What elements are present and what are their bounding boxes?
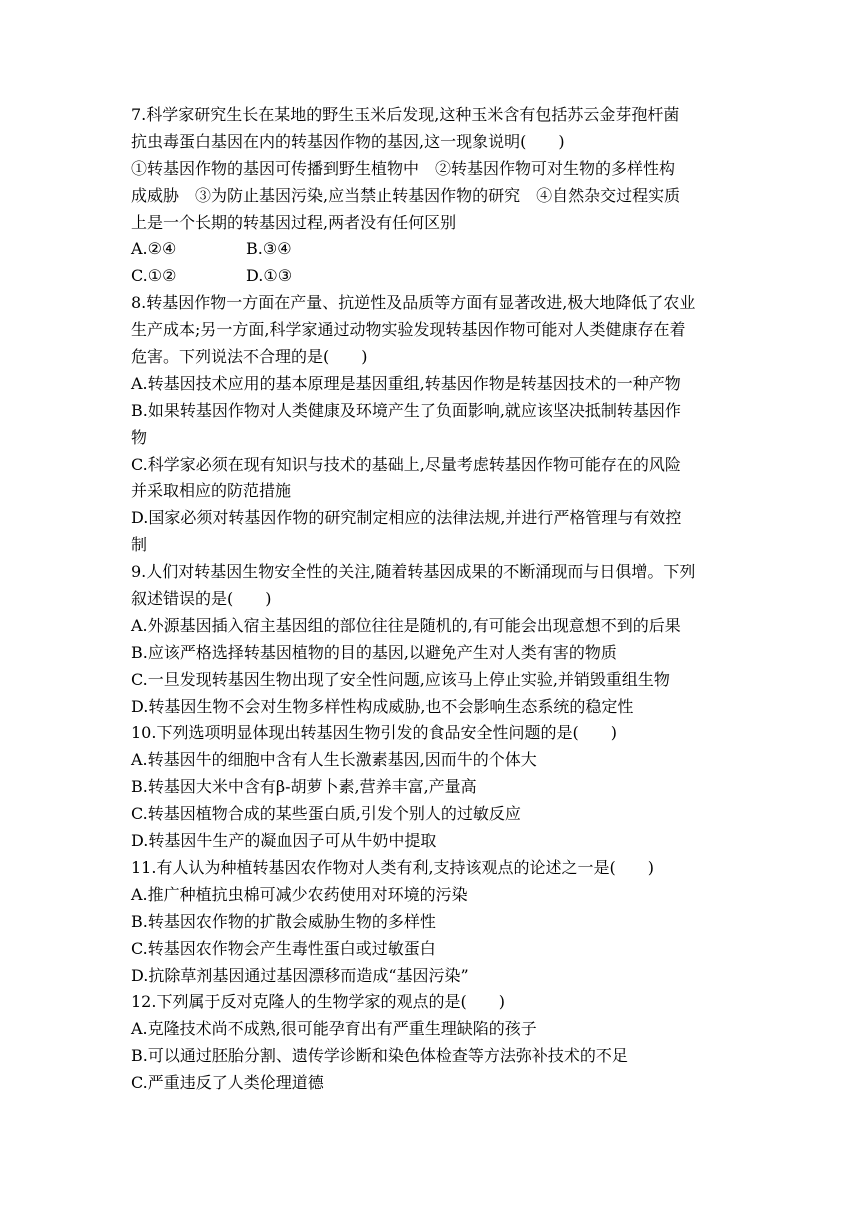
question-stem-line: 危害。下列说法不合理的是( ) <box>131 347 368 367</box>
question-11 <box>131 855 741 989</box>
question-stem-line: 抗虫毒蛋白基因在内的转基因作物的基因,这一现象说明( ) <box>131 131 565 151</box>
option-line: C.科学家必须在现有知识与技术的基础上,尽量考虑转基因作物可能存在的风险 <box>131 454 681 474</box>
option-line: C.转基因植物合成的某些蛋白质,引发个别人的过敏反应 <box>131 804 521 824</box>
question-10 <box>131 720 741 854</box>
option-line: B.转基因大米中含有β-胡萝卜素,营养丰富,产量高 <box>131 777 477 797</box>
option-line: D.抗除草剂基因通过基因漂移而造成“基因污染” <box>131 965 469 985</box>
option-line: B.可以通过胚胎分割、遗传学诊断和染色体检查等方法弥补技术的不足 <box>131 1046 628 1066</box>
option-line: B.转基因农作物的扩散会威胁生物的多样性 <box>131 911 436 931</box>
question-8 <box>131 290 741 559</box>
option-line: 物 <box>131 427 148 447</box>
option-row <box>131 236 741 263</box>
question-7 <box>131 102 741 290</box>
question-stem-line: 生产成本;另一方面,科学家通过动物实验发现转基因作物可能对人类健康存在着 <box>131 320 686 340</box>
option-line: D.转基因生物不会对生物多样性构成威胁,也不会影响生态系统的稳定性 <box>131 696 634 716</box>
option-line: 制 <box>131 535 148 555</box>
question-stem-line: 成威胁 ③为防止基因污染,应当禁止转基因作物的研究 ④自然杂交过程实质 <box>131 185 681 205</box>
question-stem-line: ①转基因作物的基因可传播到野生植物中 ②转基因作物可对生物的多样性构 <box>131 158 676 178</box>
option-c: C.①② <box>131 266 177 286</box>
option-line: B.如果转基因作物对人类健康及环境产生了负面影响,就应该坚决抵制转基因作 <box>131 400 681 420</box>
option-b: B.③④ <box>246 239 292 259</box>
option-line: D.转基因牛生产的凝血因子可从牛奶中提取 <box>131 831 437 851</box>
question-12 <box>131 989 741 1097</box>
question-stem-line: 叙述错误的是( ) <box>131 589 272 609</box>
option-a: A.②④ <box>131 239 177 259</box>
option-line: A.转基因技术应用的基本原理是基因重组,转基因作物是转基因技术的一种产物 <box>131 373 681 393</box>
option-line: A.外源基因插入宿主基因组的部位往往是随机的,有可能会出现意想不到的后果 <box>131 615 681 635</box>
option-line: D.国家必须对转基因作物的研究制定相应的法律法规,并进行严格管理与有效控 <box>131 508 682 528</box>
question-9 <box>131 559 741 720</box>
option-line: 并采取相应的防范措施 <box>131 481 292 501</box>
option-d: D.①③ <box>246 266 293 286</box>
option-line: A.转基因牛的细胞中含有人生长激素基因,因而牛的个体大 <box>131 750 537 770</box>
option-line: C.转基因农作物会产生毒性蛋白或过敏蛋白 <box>131 938 436 958</box>
question-stem-line: 7.科学家研究生长在某地的野生玉米后发现,这种玉米含有包括苏云金芽孢杆菌 <box>131 105 680 124</box>
question-stem-line: 上是一个长期的转基因过程,两者没有任何区别 <box>131 212 457 232</box>
option-line: B.应该严格选择转基因植物的目的基因,以避免产生对人类有害的物质 <box>131 642 617 662</box>
question-stem-line: 11.有人认为种植转基因农作物对人类有利,支持该观点的论述之一是( ) <box>131 857 655 877</box>
question-stem-line: 12.下列属于反对克隆人的生物学家的观点的是( ) <box>131 992 505 1012</box>
question-stem-line: 8.转基因作物一方面在产量、抗逆性及品质等方面有显著改进,极大地降低了农业 <box>131 293 696 313</box>
exam-page <box>131 102 741 1097</box>
question-stem-line: 10.下列选项明显体现出转基因生物引发的食品安全性问题的是( ) <box>131 723 617 743</box>
option-row <box>131 263 741 290</box>
option-line: C.严重违反了人类伦理道德 <box>131 1073 324 1093</box>
option-line: A.克隆技术尚不成熟,很可能孕育出有严重生理缺陷的孩子 <box>131 1019 537 1039</box>
option-line: A.推广种植抗虫棉可减少农药使用对环境的污染 <box>131 884 468 904</box>
option-line: C.一旦发现转基因生物出现了安全性问题,应该马上停止实验,并销毁重组生物 <box>131 669 670 689</box>
question-stem-line: 9.人们对转基因生物安全性的关注,随着转基因成果的不断涌现而与日俱增。下列 <box>131 562 696 582</box>
